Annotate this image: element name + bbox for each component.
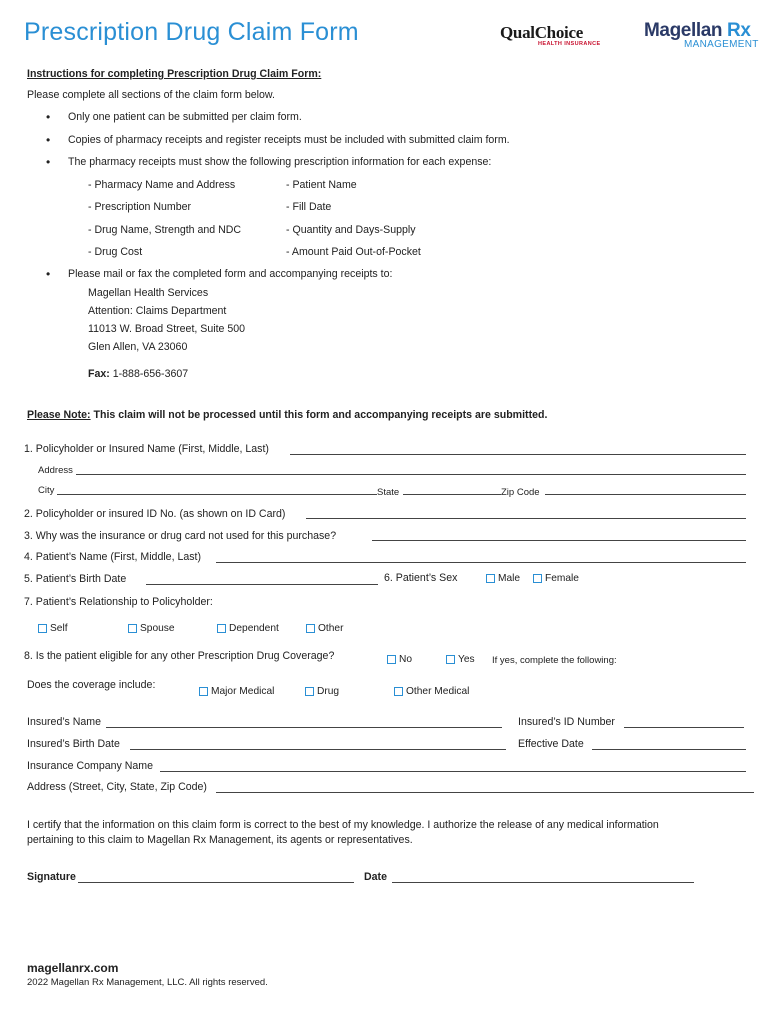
page-title: Prescription Drug Claim Form [24, 18, 359, 46]
q8-label: 8. Is the patient eligible for any other Prescription Drug Coverage? [24, 650, 335, 662]
effective-date-field[interactable] [592, 749, 746, 750]
certify-text-line-1: I certify that the information on this claim form is correct to the best of my knowledge. I authorize the release of any medical information [27, 819, 659, 831]
relationship-spouse-option[interactable] [128, 623, 175, 634]
effective-date-label: Effective Date [518, 738, 584, 750]
coverage-no-option[interactable] [387, 654, 412, 665]
date-label: Date [364, 871, 387, 883]
checkbox-icon[interactable] [128, 624, 137, 633]
address-line: 11013 W. Broad Street, Suite 500 [88, 323, 246, 335]
q2-label: 2. Policyholder or insured ID No. (as shown on ID Card) [24, 508, 286, 520]
footer-copyright: 2022 Magellan Rx Management, LLC. All rights reserved. [27, 977, 268, 988]
instruction-bullet-1: Only one patient can be submitted per claim form. [68, 111, 302, 123]
checkbox-icon[interactable] [394, 687, 403, 696]
coverage-yes-option[interactable] [446, 654, 475, 665]
bullet-icon: • [46, 267, 51, 281]
relationship-other-label: Other [318, 623, 344, 634]
address-line: Magellan Health Services [88, 287, 209, 299]
insured-id-field[interactable] [624, 727, 744, 728]
address-label: Address [38, 465, 73, 476]
city-field[interactable] [57, 494, 377, 495]
female-option[interactable] [533, 573, 579, 584]
q5-label: 5. Patient’s Birth Date [24, 573, 127, 585]
checkbox-icon[interactable] [387, 655, 396, 664]
q4-label: 4. Patient’s Name (First, Middle, Last) [24, 551, 202, 563]
instructions-intro: Please complete all sections of the claim form below. [27, 89, 275, 101]
checkbox-icon[interactable] [305, 687, 314, 696]
please-note [27, 409, 547, 421]
policyholder-name-field[interactable] [290, 454, 746, 455]
info-item: - Patient Name [286, 179, 357, 191]
male-option[interactable] [486, 573, 520, 584]
patient-birth-date-field[interactable] [146, 584, 378, 585]
q3-label: 3. Why was the insurance or drug card not used for this purchase? [24, 530, 337, 542]
magellan-logo [644, 20, 759, 50]
qualchoice-logo-text: QualChoice [500, 23, 583, 42]
state-label: State [377, 487, 400, 498]
coverage-other-medical-option[interactable] [394, 686, 469, 697]
insurance-company-name-field[interactable] [160, 771, 746, 772]
note-label: Please Note: [27, 409, 91, 421]
coverage-drug-label: Drug [317, 686, 340, 697]
checkbox-icon[interactable] [217, 624, 226, 633]
footer-website: magellanrx.com [27, 961, 119, 975]
bullet-icon: • [46, 133, 51, 147]
relationship-self-option[interactable] [38, 623, 68, 634]
address-field[interactable] [76, 474, 746, 475]
q1-label: 1. Policyholder or Insured Name (First, Middle, Last) [24, 443, 269, 455]
instruction-bullet-4: Please mail or fax the completed form and accompanying receipts to: [68, 268, 393, 280]
checkbox-icon[interactable] [199, 687, 208, 696]
insured-birth-date-label: Insured’s Birth Date [27, 738, 120, 750]
info-item: - Fill Date [286, 201, 332, 213]
company-address-field[interactable] [216, 792, 754, 793]
zip-label: Zip Code [501, 487, 540, 498]
instructions-heading: Instructions for completing Prescription Drug Claim Form: [27, 68, 322, 80]
instruction-bullet-3: The pharmacy receipts must show the following prescription information for each expense: [68, 156, 492, 168]
instruction-bullet-2: Copies of pharmacy receipts and register receipts must be included with submitted claim form. [68, 134, 510, 146]
zip-field[interactable] [545, 494, 746, 495]
relationship-spouse-label: Spouse [140, 623, 175, 634]
qualchoice-logo [500, 23, 601, 47]
card-not-used-reason-field[interactable] [372, 540, 746, 541]
info-item: - Pharmacy Name and Address [88, 179, 236, 191]
checkbox-icon[interactable] [533, 574, 542, 583]
coverage-no-label: No [399, 654, 413, 665]
coverage-other-medical-label: Other Medical [406, 686, 470, 697]
checkbox-icon[interactable] [306, 624, 315, 633]
male-label: Male [498, 573, 521, 584]
coverage-major-medical-label: Major Medical [211, 686, 275, 697]
fax-line [88, 368, 188, 380]
magellan-logo-rx: Rx [727, 20, 751, 41]
signature-field[interactable] [78, 882, 354, 883]
address-line: Glen Allen, VA 23060 [88, 341, 188, 353]
if-yes-note: If yes, complete the following: [492, 655, 617, 666]
company-address-label: Address (Street, City, State, Zip Code) [27, 781, 207, 793]
insured-name-label: Insured’s Name [27, 716, 101, 728]
fax-value: 1-888-656-3607 [109, 368, 189, 380]
relationship-dependent-label: Dependent [229, 623, 279, 634]
q6-label: 6. Patient’s Sex [384, 572, 458, 584]
checkbox-icon[interactable] [486, 574, 495, 583]
signature-label: Signature [27, 871, 76, 883]
address-line: Attention: Claims Department [88, 305, 227, 317]
coverage-yes-label: Yes [458, 654, 475, 665]
policyholder-id-field[interactable] [306, 518, 746, 519]
city-label: City [38, 485, 55, 496]
signature-date-field[interactable] [392, 882, 694, 883]
bullet-icon: • [46, 110, 51, 124]
insured-birth-date-field[interactable] [130, 749, 506, 750]
info-item: - Drug Name, Strength and NDC [88, 224, 242, 236]
fax-label: Fax: [88, 368, 110, 380]
state-field[interactable] [403, 494, 501, 495]
q7-label: 7. Patient’s Relationship to Policyholder: [24, 596, 213, 608]
bullet-icon: • [46, 155, 51, 169]
qualchoice-logo-subtext: HEALTH INSURANCE [538, 41, 601, 47]
info-item: - Drug Cost [88, 246, 143, 258]
relationship-self-label: Self [50, 623, 68, 634]
insurance-company-name-label: Insurance Company Name [27, 760, 154, 772]
checkbox-icon[interactable] [446, 655, 455, 664]
certify-text-line-2: pertaining to this claim to Magellan Rx Management, its agents or representatives. [27, 834, 413, 846]
female-label: Female [545, 573, 579, 584]
checkbox-icon[interactable] [38, 624, 47, 633]
note-text: This claim will not be processed until this form and accompanying receipts are submitted. [90, 409, 548, 421]
coverage-include-label: Does the coverage include: [27, 679, 156, 691]
insured-name-field[interactable] [106, 727, 502, 728]
magellan-logo-text: Magellan [644, 20, 723, 41]
info-item: - Prescription Number [88, 201, 192, 213]
info-item: - Amount Paid Out-of-Pocket [286, 246, 421, 258]
relationship-other-option[interactable] [306, 623, 343, 634]
magellan-logo-subtext: MANAGEMENT [684, 39, 759, 50]
insured-id-label: Insured’s ID Number [518, 716, 615, 728]
coverage-major-medical-option[interactable] [199, 686, 274, 697]
relationship-dependent-option[interactable] [217, 623, 279, 634]
coverage-drug-option[interactable] [305, 686, 339, 697]
info-item: - Quantity and Days-Supply [286, 224, 416, 236]
patient-name-field[interactable] [216, 562, 746, 563]
